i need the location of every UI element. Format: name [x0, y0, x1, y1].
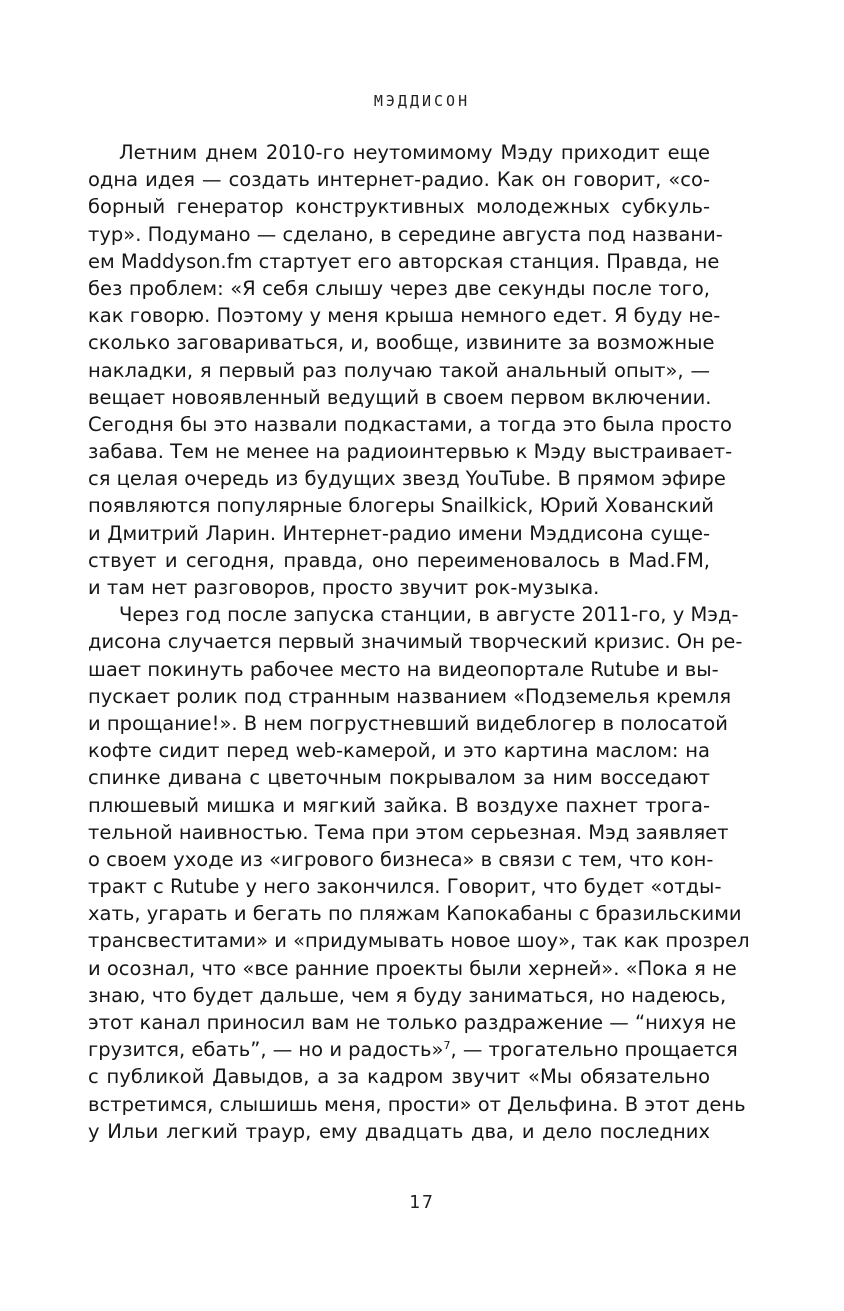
text-line: этот канал приносил вам не только раздражение — “нихуя не	[88, 1011, 737, 1034]
text-line: забава. Тем не менее на радиоинтервью к Мэду выстраивает-	[88, 440, 733, 464]
text-line: о своем уходе из «игрового бизнеса» в связи с тем, что кон-	[88, 847, 714, 871]
text-line: с публикой Давыдов, а за кадром звучит «Мы обязательно	[88, 1065, 710, 1089]
text-line: и осознал, что «все ранние проекты были херней». «Пока я не	[88, 956, 737, 980]
text-line: накладки, я первый раз получаю такой анальный опыт», —	[88, 358, 710, 382]
page-number: 17	[409, 1192, 435, 1213]
text-line: пускает ролик под странным названием «Подземелья кремля	[88, 684, 732, 708]
text-line: вещает новоявленный ведущий в своем первом включении.	[88, 385, 712, 409]
text-line: шает покинуть рабочее место на видеопортале Rutube и вы-	[88, 657, 719, 681]
text-line: Через год после запуска станции, в августе 2011-го, у Мэд-	[119, 603, 739, 627]
text-line: трансвеститами» и «придумывать новое шоу», так как прозрел	[88, 929, 750, 953]
text-fragment: , — трогательно прощается	[450, 1038, 738, 1062]
text-line: знаю, что будет дальше, чем я буду заниматься, но надеюсь,	[88, 983, 727, 1007]
text-line: кофте сидит перед web-камерой, и это картина маслом: на	[88, 739, 710, 763]
footnote-marker[interactable]: 7	[443, 1039, 451, 1053]
text-line: борный генератор конструктивных молодежных субкуль-	[88, 195, 710, 219]
running-head: МЭДДИСОН	[373, 92, 471, 110]
text-line: появляются популярные блогеры Snailkick, Юрий Хованский	[88, 494, 714, 518]
text-line: и там нет разговоров, просто звучит рок-музыка.	[88, 576, 600, 599]
text-line: Летним днем 2010-го неутомимому Мэду приходит еще	[119, 141, 710, 164]
text-line: ствует и сегодня, правда, оно переименовалось в Mad.FM,	[88, 548, 710, 572]
text-line: встретимся, слышишь меня, прости» от Дельфина. В этот день	[88, 1092, 746, 1116]
text-line: без проблем: «Я себя слышу через две секунды после того,	[88, 276, 710, 300]
text-line: у Ильи легкий траур, ему двадцать два, и дело последних	[88, 1119, 710, 1143]
text-line: тракт с Rutube у него закончился. Говорит, что будет «отды-	[88, 875, 722, 899]
text-line: тельной наивностью. Тема при этом серьезная. Мэд заявляет	[88, 820, 729, 844]
text-line: сколько заговариваться, и, вообще, извините за возможные	[88, 331, 715, 355]
text-line: и прощание!». В нем погрустневший видеблогер в полосатой	[88, 711, 728, 735]
text-line: дисона случается первый значимый творческий кризис. Он ре-	[88, 630, 743, 654]
text-line: спинке дивана с цветочным покрывалом за ним восседают	[88, 766, 710, 790]
text-line: Сегодня бы это назвали подкастами, а тогда это была просто	[88, 412, 732, 436]
text-line: плюшевый мишка и мягкий зайка. В воздухе пахнет трога-	[88, 793, 710, 817]
body-text	[88, 139, 750, 1145]
text-line: хать, угарать и бегать по пляжам Капокабаны с бразильскими	[88, 902, 742, 926]
text-line-with-footnote	[88, 1036, 738, 1063]
text-line: тур». Подумано — сделано, в середине августа под названи-	[88, 222, 723, 246]
text-line: как говорю. Поэтому у меня крыша немного едет. Я буду не-	[88, 304, 721, 328]
text-fragment: грузится, ебать”, — но и радость»	[88, 1038, 444, 1062]
text-line: одна идея — создать интернет-радио. Как он говорит, «со-	[88, 168, 710, 192]
text-line: ся целая очередь из будущих звезд YouTube. В прямом эфире	[88, 467, 726, 491]
text-line: ем Maddyson.fm стартует его авторская станция. Правда, не	[88, 249, 720, 273]
text-line: и Дмитрий Ларин. Интернет-радио имени Мэддисона суще-	[88, 521, 710, 545]
